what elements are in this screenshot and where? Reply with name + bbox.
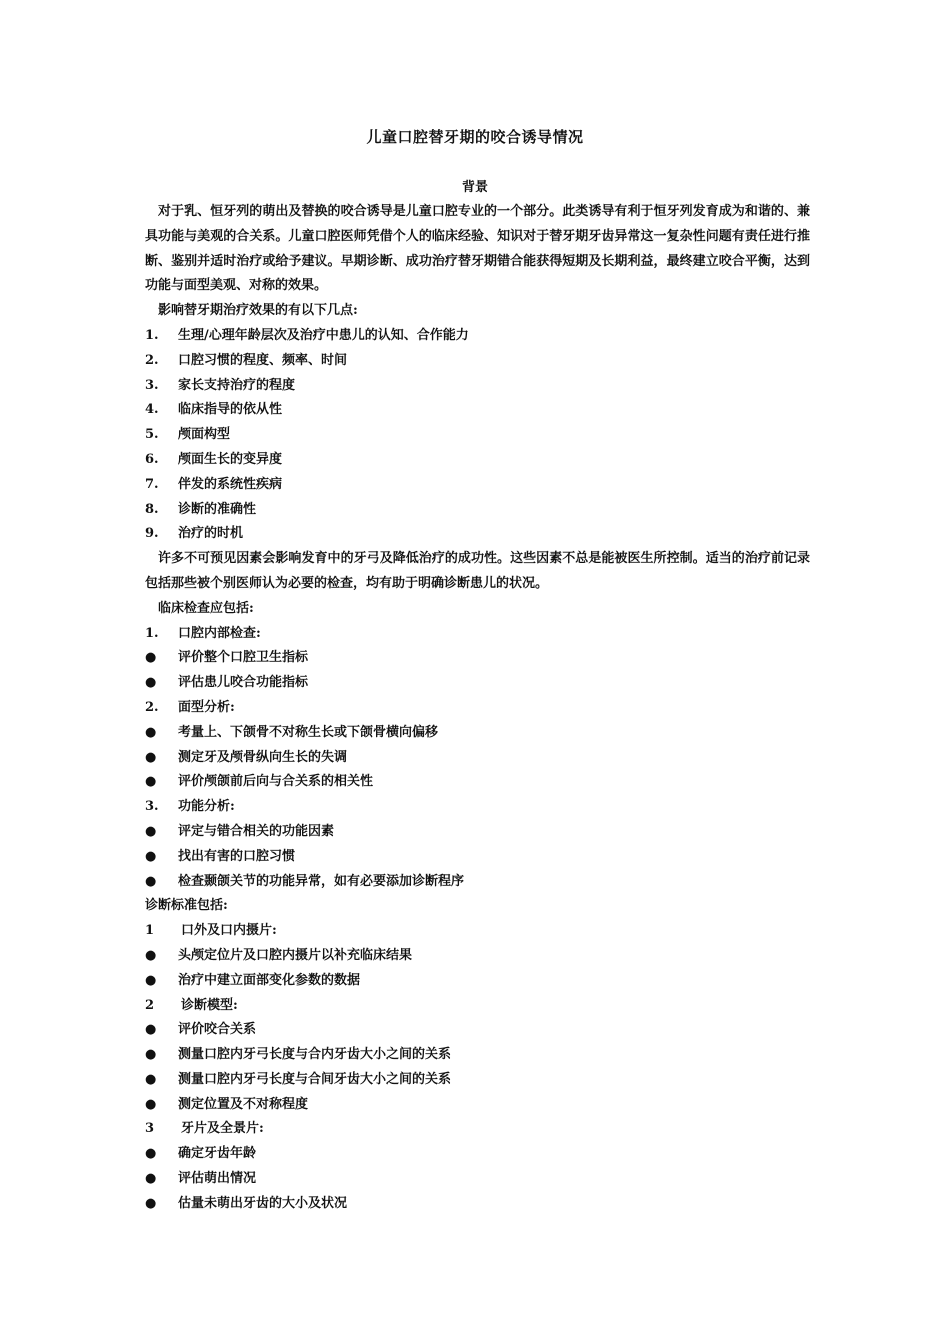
list-heading: 2. 面型分析: <box>145 699 235 715</box>
list-item: ● 评价咬合关系 <box>145 1018 810 1043</box>
bullet-icon: ● <box>145 972 157 988</box>
clinical-list <box>145 622 810 895</box>
document-body <box>145 200 810 1217</box>
list-item: 2. 口腔习惯的程度、频率、时间 <box>145 352 348 368</box>
document-title: 儿童口腔替牙期的咬合诱导情况 <box>366 128 584 146</box>
bullet-icon: ● <box>145 650 157 666</box>
list-heading: 3. 功能分析: <box>145 799 235 815</box>
bullet-icon: ● <box>145 749 157 765</box>
list-heading: 2 诊断模型: <box>145 997 238 1013</box>
factors-list <box>145 324 810 547</box>
bullet-icon: ● <box>145 947 157 963</box>
list-item: ● 评价颅颌前后向与合关系的相关性 <box>145 770 810 795</box>
bullet-icon: ● <box>145 873 157 889</box>
clinical-intro: 临床检查应包括: <box>158 600 254 616</box>
list-item: ● 头颅定位片及口腔内摄片以补充临床结果 <box>145 944 810 969</box>
bullet-icon: ● <box>145 823 157 839</box>
diagnosis-list <box>145 919 810 1217</box>
factors-intro: 影响替牙期治疗效果的有以下几点: <box>158 303 358 319</box>
list-item: ● 评定与错合相关的功能因素 <box>145 820 810 845</box>
list-item: 1. 生理/心理年龄层次及治疗中患儿的认知、合作能力 <box>145 327 469 343</box>
list-item: 6. 颅面生长的变异度 <box>145 451 283 467</box>
list-item: ● 找出有害的口腔习惯 <box>145 845 810 870</box>
list-item: 5. 颅面构型 <box>145 427 231 443</box>
list-item: ● 考量上、下颌骨不对称生长或下颌骨横向偏移 <box>145 721 810 746</box>
list-item: 9. 治疗的时机 <box>145 526 244 542</box>
list-item: ● 检查颞颌关节的功能异常，如有必要添加诊断程序 <box>145 870 810 895</box>
list-item: 3. 家长支持治疗的程度 <box>145 377 296 393</box>
list-item: ● 评估患儿咬合功能指标 <box>145 671 810 696</box>
bullet-icon: ● <box>145 1022 157 1038</box>
list-item: ● 测定位置及不对称程度 <box>145 1093 810 1118</box>
bullet-icon: ● <box>145 848 157 864</box>
bullet-icon: ● <box>145 724 157 740</box>
bullet-icon: ● <box>145 1171 157 1187</box>
list-heading: 3 牙片及全景片: <box>145 1121 264 1137</box>
list-item: ● 确定牙齿年龄 <box>145 1142 810 1167</box>
bullet-icon: ● <box>145 1047 157 1063</box>
list-item: 7. 伴发的系统性疾病 <box>145 476 283 492</box>
bullet-icon: ● <box>145 675 157 691</box>
list-item: 8. 诊断的准确性 <box>145 501 257 517</box>
list-item: ● 测定牙及颅骨纵向生长的失调 <box>145 746 810 771</box>
list-item: ● 测量口腔内牙弓长度与合间牙齿大小之间的关系 <box>145 1068 810 1093</box>
bullet-icon: ● <box>145 1071 157 1087</box>
list-item: 4. 临床指导的依从性 <box>145 402 283 418</box>
section-heading-background: 背景 <box>461 180 488 195</box>
diagnosis-intro: 诊断标准包括: <box>145 898 228 914</box>
bullet-icon: ● <box>145 1195 157 1211</box>
intro-paragraph: 对于乳、恒牙列的萌出及替换的咬合诱导是儿童口腔专业的一个部分。此类诱导有利于恒牙列发育成为和谐的、兼具功能与美观的合关系。儿童口腔医师凭借个人的临床经验、知识对于替牙期牙齿异常这一复杂性问题有责任进行推断、鉴别并适时治疗或给予建议。早期诊断、成功治疗替牙期错合能获得短期及长期利益，最终建立咬合平衡，达到功能与面型美观、对称的效果。 <box>145 204 810 294</box>
bullet-icon: ● <box>145 774 157 790</box>
list-heading: 1. 口腔内部检查: <box>145 625 261 641</box>
list-item: ● 估量未萌出牙齿的大小及状况 <box>145 1192 810 1217</box>
list-item: ● 评估萌出情况 <box>145 1167 810 1192</box>
uncertainty-paragraph: 许多不可预见因素会影响发育中的牙弓及降低治疗的成功性。这些因素不总是能被医生所控制。适当的治疗前记录包括那些被个别医师认为必要的检查，均有助于明确诊断患儿的状况。 <box>145 551 810 591</box>
list-item: ● 治疗中建立面部变化参数的数据 <box>145 969 810 994</box>
bullet-icon: ● <box>145 1096 157 1112</box>
list-heading: 1 口外及口内摄片: <box>145 923 277 939</box>
list-item: ● 测量口腔内牙弓长度与合内牙齿大小之间的关系 <box>145 1043 810 1068</box>
list-item: ● 评价整个口腔卫生指标 <box>145 646 810 671</box>
bullet-icon: ● <box>145 1146 157 1162</box>
